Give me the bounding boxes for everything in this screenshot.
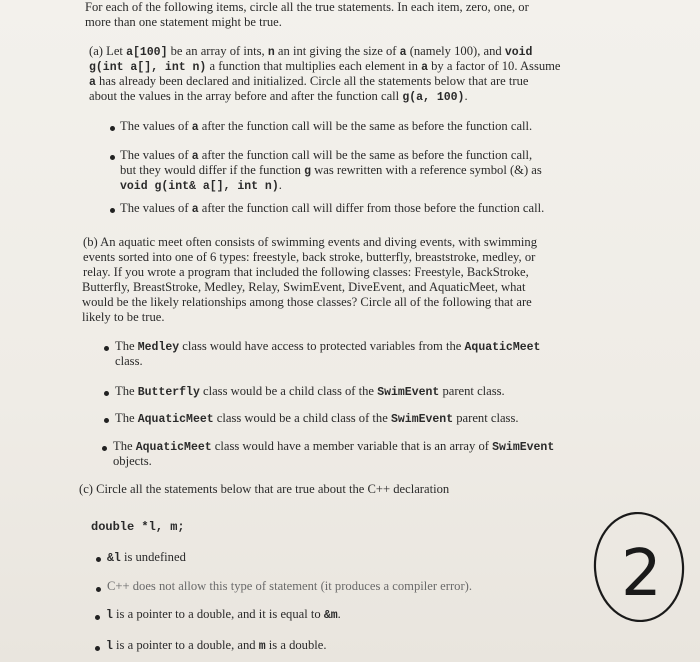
part-a-statement-2-line-1[interactable]: The values of a after the function call will be the same as before the function call, (120, 148, 533, 163)
part-a-statement-1[interactable]: The values of a after the function call will be the same as before the function call. (120, 119, 533, 134)
part-a-line-2: g(int a[], int n) a function that multiplies each element in a by a factor of 10. Assume (89, 59, 561, 74)
part-c-statement-1[interactable]: &l is undefined (107, 550, 186, 565)
part-a-line-1: (a) Let a[100] be an array of ints, n an int giving the size of a (namely 100), and void (89, 44, 533, 59)
part-b-line-2: events sorted into one of 6 types: freestyle, back stroke, butterfly, breaststroke, medley, or (83, 250, 536, 264)
part-c-declaration: double *l, m; (91, 520, 185, 534)
part-b-line-5: would be the likely relationships among those classes? Circle all of the following that are (82, 295, 532, 309)
bullet-dot (104, 346, 109, 351)
part-c-statement-2[interactable]: C++ does not allow this type of statement (it produces a compiler error). (107, 579, 472, 593)
bullet-dot (110, 208, 115, 213)
bullet-dot (104, 391, 109, 396)
part-c-statement-3[interactable]: l is a pointer to a double, and it is equal to &m. (106, 607, 341, 622)
part-b-line-3: relay. If you wrote a program that included the following classes: Freestyle, BackStroke, (83, 265, 529, 279)
part-b-line-4: Butterfly, BreastStroke, Medley, Relay, SwimEvent, DiveEvent, and AquaticMeet, what (82, 280, 526, 294)
bullet-dot (104, 418, 109, 423)
part-a-statement-2-line-2: but they would differ if the function g was rewritten with a reference symbol (&) as (120, 163, 542, 178)
part-b-statement-4-line-1[interactable]: The AquaticMeet class would have a member variable that is an array of SwimEvent (113, 439, 555, 454)
bullet-dot (96, 557, 101, 562)
intro-line-2: more than one statement might be true. (85, 15, 282, 29)
intro-line-1: For each of the following items, circle all the true statements. In each item, zero, one, or (85, 0, 529, 14)
part-b-statement-3[interactable]: The AquaticMeet class would be a child class of the SwimEvent parent class. (115, 411, 519, 426)
bullet-dot (95, 615, 100, 620)
part-a-line-3: a has already been declared and initialized. Circle all the statements below that are true (89, 74, 529, 89)
part-b-statement-2[interactable]: The Butterfly class would be a child class of the SwimEvent parent class. (115, 384, 505, 399)
part-c-line-1: (c) Circle all the statements below that are true about the C++ declaration (79, 482, 450, 496)
bullet-dot (110, 155, 115, 160)
part-a-statement-3[interactable]: The values of a after the function call will differ from those before the function call. (120, 201, 545, 216)
handwritten-circled-number (591, 509, 691, 625)
part-a-line-4: about the values in the array before and after the function call g(a, 100). (89, 89, 468, 104)
bullet-dot (110, 126, 115, 131)
part-a-statement-2-line-3: void g(int& a[], int n). (120, 178, 282, 193)
part-c-statement-4[interactable]: l is a pointer to a double, and m is a double. (106, 638, 327, 653)
bullet-dot (102, 446, 107, 451)
part-b-line-1: (b) An aquatic meet often consists of swimming events and diving events, with swimming (83, 235, 538, 249)
part-b-statement-1-line-1[interactable]: The Medley class would have access to protected variables from the AquaticMeet (115, 339, 541, 354)
part-b-line-6: likely to be true. (82, 310, 165, 324)
part-b-statement-4-line-2: objects. (113, 454, 152, 468)
part-b-statement-1-line-2: class. (115, 354, 143, 368)
bullet-dot (95, 646, 100, 651)
handwritten-number: 2 (621, 537, 662, 611)
bullet-dot (96, 587, 101, 592)
